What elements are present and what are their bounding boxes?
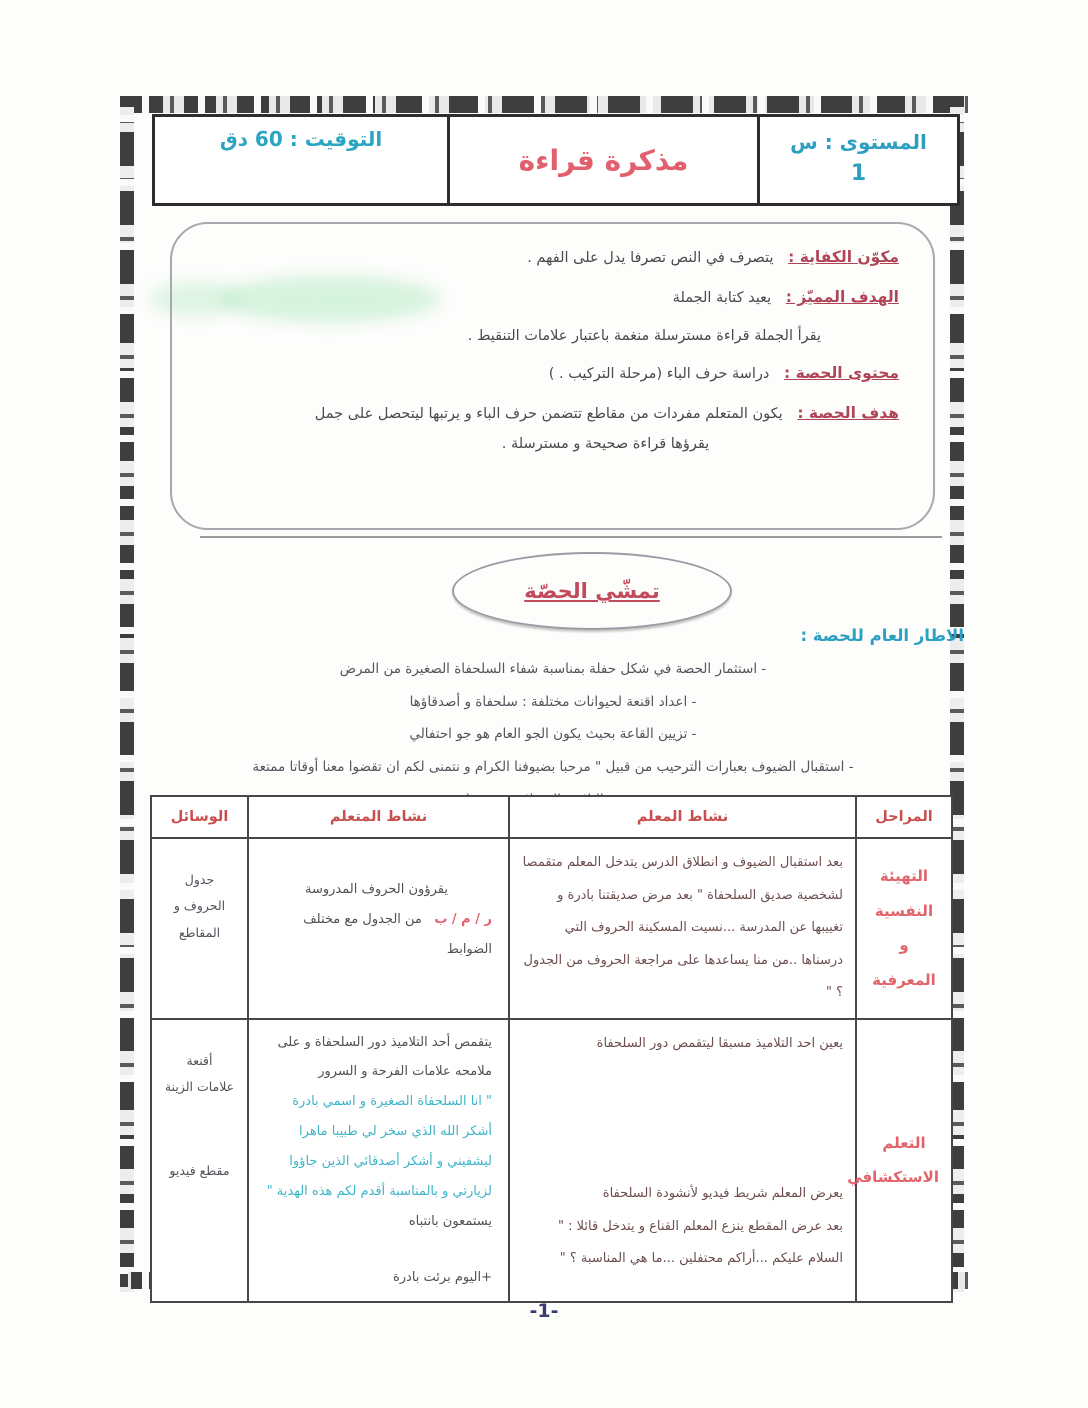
timing-cell [155, 117, 447, 203]
content-row [192, 364, 899, 382]
resources-cell [151, 1019, 248, 1302]
objective-row [192, 288, 899, 306]
framework-heading: الاطار العام للحصة : [800, 626, 964, 645]
resource-item: أقنعة [186, 1052, 213, 1068]
title-cell [447, 117, 757, 203]
header-table [152, 114, 960, 206]
level-number: 1 [850, 161, 867, 186]
level-cell [757, 117, 957, 203]
objective-text2: يقرأ الجملة قراءة مسترسلة منغمة باعتبار علامات التنقيط . [467, 328, 821, 344]
lesson-info-box [170, 222, 935, 530]
table-header-row [151, 796, 952, 838]
competency-text: يتصرف في النص تصرفا يدل على الفهم . [527, 250, 774, 266]
column-header-resources: الوسائل [151, 796, 248, 838]
learner-paragraph: +اليوم برئت بادرة [392, 1269, 492, 1285]
page-title: مذكرة قراءة [518, 143, 689, 177]
list-item: - تزيين القاعة بحيث يكون الجو العام هو جو احتفالي [150, 723, 956, 747]
teacher-activity-cell [509, 838, 856, 1019]
divider-line [200, 536, 942, 538]
resources-cell: جدول الحروف و المقاطع [151, 838, 248, 1019]
list-item: - استقبال الضيوف بعبارات الترحيب من قبيل " مرحبا بضيوفنا الكرام و نتمنى لكم ان تقضوا معنا أوقاتا ممتعة [150, 756, 956, 780]
column-header-learner-activity: نشاط المتعلم [248, 796, 509, 838]
studied-letters: ر / م / ب [434, 911, 492, 927]
resource-item: مقطع فيديو [169, 1163, 230, 1178]
stage-cell: التعلم الاستكشافي [856, 1019, 952, 1302]
stage-cell: التهيئة النفسية و المعرفية [856, 838, 952, 1019]
teacher-paragraph: بعد عرض المقطع ينزع المعلم القناع و يتدخل قائلا : " السلام عليكم ...أراكم محتفلين ...ما هي المناسبة ؟ " [558, 1218, 843, 1266]
resource-item: علامات الزينة [164, 1078, 235, 1094]
competency-row [192, 248, 899, 266]
learner-activity-cell [248, 838, 509, 1019]
objective-extra-row [192, 328, 899, 344]
session-flow-banner [452, 552, 732, 630]
list-item: - اعداد اقنعة لحيوانات مختلفة : سلحفاة و أصدقاؤها [150, 691, 956, 715]
column-header-stages: المراحل [856, 796, 952, 838]
learner-activity-cell [248, 1019, 509, 1302]
goal-row [192, 404, 899, 452]
learner-quote: " انا السلحفاة الصغيرة و اسمي بادرة أشكر الله الذي سخر لي طبيبا ماهرا ليشفيني و أشكر أصدقائي الذين جاؤوا لزيارتي و بالمناسبة أقدم لكم هذه الهدية " [266, 1094, 492, 1199]
objective-label: الهدف المميّز : [785, 288, 899, 306]
teacher-paragraph: يعين احد التلاميذ مسبقا ليتقمص دور السلحفاة [596, 1035, 843, 1051]
learner-paragraph: يتقمص أحد التلاميذ دور السلحفاة و على ملامحه علامات الفرحة و السرور [277, 1034, 492, 1080]
learner-paragraph [261, 905, 492, 935]
learner-paragraph: الضوابط [446, 941, 492, 957]
banner-title: تمشّي الحصّة [524, 579, 660, 603]
goal-text: يكون المتعلم مفردات من مقاطع تتضمن حرف الباء و يرتبها ليتحصل على جمل [314, 406, 783, 422]
decorative-border-top [128, 96, 968, 113]
timing-label: التوقيت : 60 دق [219, 127, 383, 151]
goal-label: هدف الحصة : [797, 404, 899, 422]
objective-text: يعيد كتابة الجملة [672, 290, 772, 306]
table-row [151, 1019, 952, 1302]
list-item: - استثمار الحصة في شكل حفلة بمناسبة شفاء السلحفاة الصغيرة من المرض [150, 658, 956, 682]
column-header-teacher-activity: نشاط المعلم [509, 796, 856, 838]
content-text: دراسة حرف الباء (مرحلة التركيب . ) [548, 366, 770, 382]
learner-text: من الجدول مع مختلف [303, 911, 422, 927]
teacher-paragraph: يعرض المعلم شريط فيديو لأنشودة السلحفاة [602, 1186, 843, 1201]
teacher-paragraph: بعد استقبال الضيوف و انطلاق الدرس يتدخل المعلم متقمصا لشخصية صديق السلحفاة " بعد مرض صديقتنا بادرة و تغييبها عن المدرسة ...نسيت المسكينة الحروف التي درسناها ..من منا يساعدها على مراجعة الحروف من الجدول ؟ " [522, 855, 843, 1000]
table-row [151, 838, 952, 1019]
learner-paragraph: يستمعون بانتباه [408, 1213, 492, 1229]
teacher-activity-cell [509, 1019, 856, 1302]
competency-label: مكوّن الكفاية : [788, 248, 899, 266]
learner-paragraph: يقرؤون الحروف المدروسة [305, 882, 448, 897]
page-number: -1- [529, 1300, 559, 1322]
decorative-border-left [120, 96, 134, 1292]
goal-text2: يقرؤها قراءة صحيحة و مسترسلة . [501, 436, 710, 452]
content-label: محتوى الحصة : [784, 364, 899, 382]
lesson-stages-table [150, 795, 953, 1303]
level-label: المستوى : س [790, 130, 927, 154]
